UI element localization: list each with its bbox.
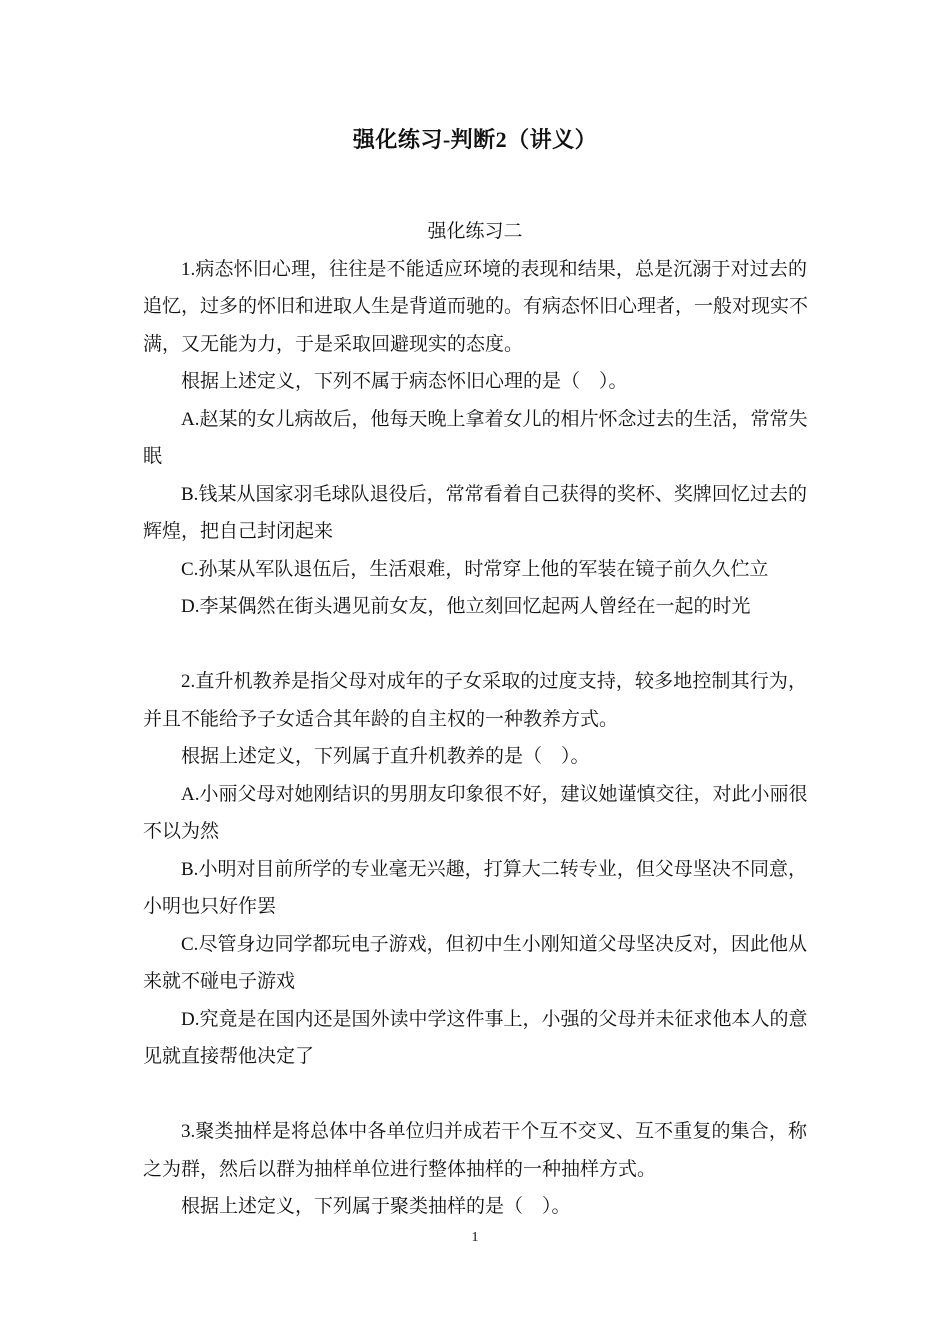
section-subtitle: 强化练习二 [427,221,523,242]
question-2-option-a: A.小丽父母对她刚结识的男朋友印象很不好，建议她谨慎交往，对此小丽很 [181,783,808,805]
question-2-option-d-cont: 见就直接帮他决定了 [143,1046,315,1067]
question-1-option-b-cont: 辉煌，把自己封闭起来 [143,521,334,542]
question-2 [143,663,807,1076]
question-1-option-d: D.李某偶然在街头遇见前女友，他立刻回忆起两人曾经在一起的时光 [181,596,751,617]
document-title: 强化练习-判断2（讲义） [352,127,598,152]
question-2-option-c-cont: 来就不碰电子游戏 [143,971,296,992]
question-2-option-b: B.小明对目前所学的专业毫无兴趣，打算大二转专业，但父母坚决不同意， [181,858,807,880]
question-3 [143,1113,807,1226]
question-2-option-b-cont: 小明也只好作罢 [143,896,277,917]
question-1-option-a: A.赵某的女儿病故后，他每天晚上拿着女儿的相片怀念过去的生活，常常失 [181,408,808,430]
question-3-prompt: 根据上述定义，下列属于聚类抽样的是（ ）。 [181,1196,571,1217]
question-2-stem-line: 2.直升机教养是指父母对成年的子女采取的过度支持，较多地控制其行为， [181,671,807,692]
question-1-option-c: C.孙某从军队退伍后，生活艰难，时常穿上他的军装在镜子前久久伫立 [181,558,769,580]
question-2-prompt: 根据上述定义，下列属于直升机教养的是（ ）。 [181,746,590,767]
question-2-option-c: C.尽管身边同学都玩电子游戏，但初中生小刚知道父母坚决反对，因此他从 [181,933,807,955]
question-3-stem-line: 之为群，然后以群为抽样单位进行整体抽样的一种抽样方式。 [143,1158,657,1180]
spacer [143,626,807,664]
question-1-stem-line: 满，又无能为力，于是采取回避现实的态度。 [143,333,524,355]
page-number: 1 [471,1230,479,1245]
question-1-stem-line: 1.病态怀旧心理，往往是不能适应环境的表现和结果，总是沉溺于对过去的 [181,258,807,280]
document-body [143,213,807,1226]
question-2-stem-line: 并且不能给予子女适合其年龄的自主权的一种教养方式。 [143,708,619,730]
question-1-stem-line: 追忆，过多的怀旧和进取人生是背道而驰的。有病态怀旧心理者，一般对现实不 [143,296,809,317]
spacer [143,1076,807,1114]
question-3-stem-line: 3.聚类抽样是将总体中各单位归并成若干个互不交叉、互不重复的集合，称 [181,1121,807,1142]
question-1-prompt: 根据上述定义，下列不属于病态怀旧心理的是（ ）。 [181,371,628,392]
question-1-option-b: B.钱某从国家羽毛球队退役后，常常看着自己获得的奖杯、奖牌回忆过去的 [181,483,807,505]
question-2-option-d: D.究竟是在国内还是国外读中学这件事上，小强的父母并未征求他本人的意 [181,1008,808,1030]
question-2-option-a-cont: 不以为然 [143,821,220,842]
question-1 [143,251,807,626]
question-1-option-a-cont: 眠 [143,446,163,467]
